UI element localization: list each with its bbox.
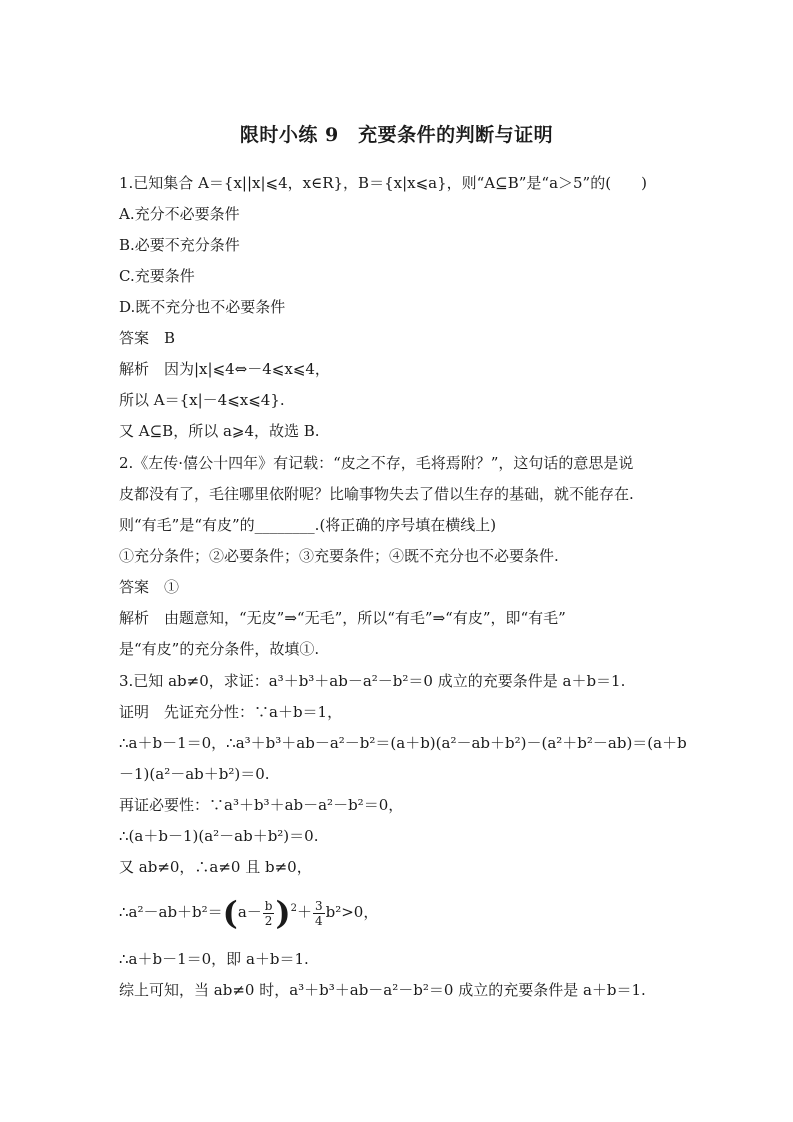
formula-plus: ＋ xyxy=(296,903,312,921)
fraction-numerator: 3 xyxy=(314,898,323,913)
q3-stem: 3.已知 ab≠0，求证：a³＋b³＋ab－a²－b²＝0 成立的充要条件是 a＋b＝1. xyxy=(119,672,626,690)
right-paren: ) xyxy=(275,894,291,932)
q3-proof-line: 又 ab≠0，∴a≠0 且 b≠0， xyxy=(119,858,312,876)
q1-solution-line: 又 A⊆B，所以 a⩾4，故选 B. xyxy=(119,422,320,440)
q3-proof-line: 再证必要性：∵a³＋b³＋ab－a²－b²＝0， xyxy=(119,796,404,814)
q1-stem: 1.已知集合 A＝{x||x|⩽4，x∈R}，B＝{x|x⩽a}，则“A⊆B”是“a＞5”的( ) xyxy=(119,174,647,192)
page-title: 限时小练 9 充要条件的判断与证明 xyxy=(239,124,554,146)
q3-proof-line: ∴a＋b－1＝0，即 a＋b＝1. xyxy=(119,950,309,968)
q1-option-a: A.充分不必要条件 xyxy=(119,205,240,223)
q2-stem-line: 则“有毛”是“有皮”的________.(将正确的序号填在横线上) xyxy=(119,516,497,534)
fraction-b-over-2 xyxy=(263,899,275,928)
q2-stem-line: 2.《左传·僖公十四年》有记载：“皮之不存，毛将焉附？”，这句话的意思是说 xyxy=(119,454,634,472)
q3-proof-line: 证明 先证充分性：∵a＋b＝1， xyxy=(119,703,343,721)
q3-proof-line: ∴(a＋b－1)(a²－ab＋b²)＝0. xyxy=(119,827,319,845)
q2-answer: 答案 ① xyxy=(119,578,180,596)
q1-solution-line: 所以 A＝{x|－4⩽x⩽4}. xyxy=(119,391,285,409)
q1-option-d: D.既不充分也不必要条件 xyxy=(119,298,286,316)
q3-proof-line: ∴a＋b－1＝0，∴a³＋b³＋ab－a²－b²＝(a＋b)(a²－ab＋b²)－(a²＋b²－ab)＝(a＋b xyxy=(119,734,687,752)
q3-conclusion: 综上可知，当 ab≠0 时，a³＋b³＋ab－a²－b²＝0 成立的充要条件是 a＋b＝1. xyxy=(119,981,646,999)
formula-a-minus: a－ xyxy=(237,903,262,921)
q1-solution-line: 解析 因为|x|⩽4⇔－4⩽x⩽4， xyxy=(119,360,330,378)
fraction-denominator: 4 xyxy=(314,913,323,928)
q3-formula-line xyxy=(119,894,679,932)
q2-solution-line: 是“有皮”的充分条件，故填①. xyxy=(119,640,320,658)
fraction-3-over-4 xyxy=(313,899,325,928)
q1-answer: 答案 B xyxy=(119,329,176,347)
fraction-numerator: b xyxy=(264,898,273,913)
q1-option-c: C.充要条件 xyxy=(119,267,195,285)
fraction-denominator: 2 xyxy=(264,913,273,928)
q1-option-b: B.必要不充分条件 xyxy=(119,236,240,254)
formula-prefix: ∴a²－ab＋b²＝ xyxy=(119,903,223,921)
q3-proof-line: －1)(a²－ab＋b²)＝0. xyxy=(119,765,270,783)
formula-tail: b²>0， xyxy=(325,903,379,921)
square-exponent: 2 xyxy=(290,903,297,914)
q2-stem-line: 皮都没有了，毛往哪里依附呢？比喻事物失去了借以生存的基础，就不能存在. xyxy=(119,485,634,503)
q2-solution-line: 解析 由题意知，“无皮”⇒“无毛”，所以“有毛”⇒“有皮”，即“有毛” xyxy=(119,609,566,627)
q2-options: ①充分条件；②必要条件；③充要条件；④既不充分也不必要条件. xyxy=(119,547,559,565)
left-paren: ( xyxy=(222,894,238,932)
